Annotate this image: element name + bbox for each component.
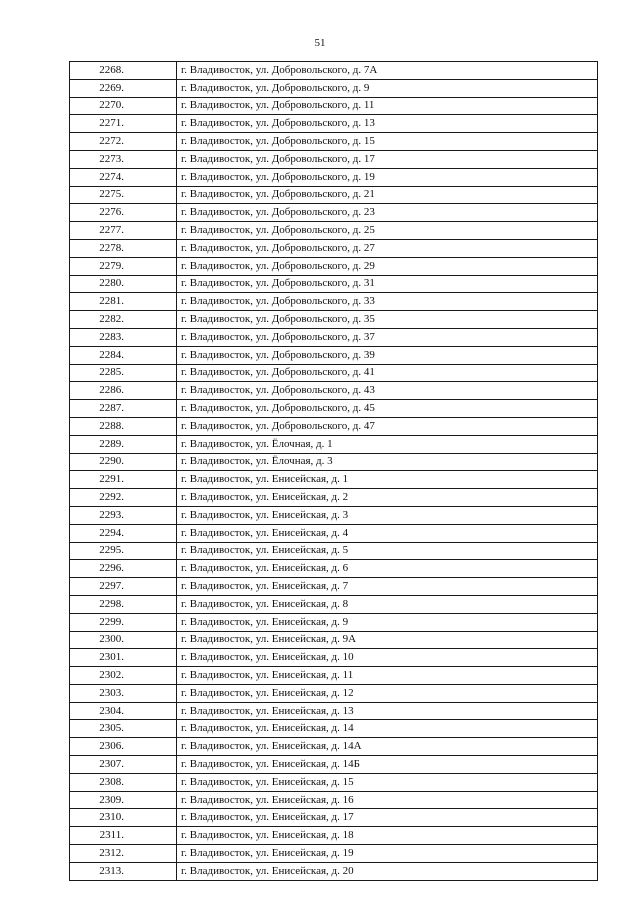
row-number: 2285. [70, 364, 177, 382]
row-address: г. Владивосток, ул. Енисейская, д. 14Б [177, 756, 598, 774]
row-number: 2289. [70, 435, 177, 453]
row-number: 2276. [70, 204, 177, 222]
row-number: 2274. [70, 168, 177, 186]
table-row [70, 827, 598, 845]
table-row [70, 489, 598, 507]
table-row [70, 400, 598, 418]
table-row [70, 453, 598, 471]
row-address: г. Владивосток, ул. Енисейская, д. 7 [177, 578, 598, 596]
row-number: 2304. [70, 702, 177, 720]
table-row [70, 311, 598, 329]
row-address: г. Владивосток, ул. Добровольского, д. 17 [177, 150, 598, 168]
table-row [70, 560, 598, 578]
row-address: г. Владивосток, ул. Енисейская, д. 11 [177, 667, 598, 685]
table-row [70, 524, 598, 542]
row-number: 2282. [70, 311, 177, 329]
row-number: 2313. [70, 862, 177, 880]
table-row [70, 756, 598, 774]
row-number: 2270. [70, 97, 177, 115]
table-row [70, 845, 598, 863]
table-row [70, 417, 598, 435]
row-number: 2305. [70, 720, 177, 738]
table-row [70, 62, 598, 80]
row-address: г. Владивосток, ул. Добровольского, д. 39 [177, 346, 598, 364]
row-address: г. Владивосток, ул. Енисейская, д. 9 [177, 613, 598, 631]
row-number: 2297. [70, 578, 177, 596]
row-address: г. Владивосток, ул. Добровольского, д. 7А [177, 62, 598, 80]
row-number: 2277. [70, 222, 177, 240]
row-address: г. Владивосток, ул. Енисейская, д. 14А [177, 738, 598, 756]
table-row [70, 738, 598, 756]
row-number: 2288. [70, 417, 177, 435]
row-number: 2280. [70, 275, 177, 293]
row-number: 2291. [70, 471, 177, 489]
row-address: г. Владивосток, ул. Енисейская, д. 1 [177, 471, 598, 489]
row-number: 2273. [70, 150, 177, 168]
table-row [70, 649, 598, 667]
row-number: 2284. [70, 346, 177, 364]
row-address: г. Владивосток, ул. Добровольского, д. 21 [177, 186, 598, 204]
row-address: г. Владивосток, ул. Добровольского, д. 29 [177, 257, 598, 275]
row-address: г. Владивосток, ул. Енисейская, д. 6 [177, 560, 598, 578]
row-address: г. Владивосток, ул. Енисейская, д. 8 [177, 595, 598, 613]
table-row [70, 471, 598, 489]
row-number: 2310. [70, 809, 177, 827]
row-address: г. Владивосток, ул. Енисейская, д. 17 [177, 809, 598, 827]
row-address: г. Владивосток, ул. Добровольского, д. 15 [177, 133, 598, 151]
row-address: г. Владивосток, ул. Енисейская, д. 3 [177, 506, 598, 524]
table-row [70, 204, 598, 222]
row-number: 2290. [70, 453, 177, 471]
table-row [70, 435, 598, 453]
row-number: 2268. [70, 62, 177, 80]
row-address: г. Владивосток, ул. Енисейская, д. 2 [177, 489, 598, 507]
table-row [70, 328, 598, 346]
page-number: 51 [314, 37, 326, 49]
table-row [70, 542, 598, 560]
table-row [70, 79, 598, 97]
table-row [70, 667, 598, 685]
row-number: 2309. [70, 791, 177, 809]
row-address: г. Владивосток, ул. Добровольского, д. 45 [177, 400, 598, 418]
table-row [70, 506, 598, 524]
row-number: 2302. [70, 667, 177, 685]
row-number: 2296. [70, 560, 177, 578]
table-row [70, 809, 598, 827]
table-row [70, 293, 598, 311]
row-number: 2308. [70, 773, 177, 791]
row-address: г. Владивосток, ул. Ёлочная, д. 3 [177, 453, 598, 471]
table-row [70, 791, 598, 809]
table-row [70, 97, 598, 115]
row-number: 2279. [70, 257, 177, 275]
table-row [70, 168, 598, 186]
row-number: 2272. [70, 133, 177, 151]
table-row [70, 862, 598, 880]
row-number: 2292. [70, 489, 177, 507]
table-row [70, 684, 598, 702]
table-row [70, 702, 598, 720]
table-row [70, 382, 598, 400]
row-address: г. Владивосток, ул. Добровольского, д. 13 [177, 115, 598, 133]
row-address: г. Владивосток, ул. Добровольского, д. 35 [177, 311, 598, 329]
table-row [70, 239, 598, 257]
row-address: г. Владивосток, ул. Ёлочная, д. 1 [177, 435, 598, 453]
row-address: г. Владивосток, ул. Добровольского, д. 33 [177, 293, 598, 311]
table-row [70, 275, 598, 293]
row-number: 2287. [70, 400, 177, 418]
table-row [70, 346, 598, 364]
row-number: 2278. [70, 239, 177, 257]
row-number: 2269. [70, 79, 177, 97]
table-row [70, 720, 598, 738]
row-address: г. Владивосток, ул. Добровольского, д. 11 [177, 97, 598, 115]
table-row [70, 364, 598, 382]
row-address: г. Владивосток, ул. Енисейская, д. 18 [177, 827, 598, 845]
row-number: 2299. [70, 613, 177, 631]
row-address: г. Владивосток, ул. Добровольского, д. 43 [177, 382, 598, 400]
row-address: г. Владивосток, ул. Добровольского, д. 23 [177, 204, 598, 222]
row-address: г. Владивосток, ул. Енисейская, д. 20 [177, 862, 598, 880]
row-address: г. Владивосток, ул. Енисейская, д. 5 [177, 542, 598, 560]
row-address: г. Владивосток, ул. Добровольского, д. 27 [177, 239, 598, 257]
row-number: 2312. [70, 845, 177, 863]
address-table [69, 61, 598, 881]
row-number: 2311. [70, 827, 177, 845]
table-row [70, 115, 598, 133]
row-address: г. Владивосток, ул. Добровольского, д. 47 [177, 417, 598, 435]
row-number: 2300. [70, 631, 177, 649]
table-row [70, 631, 598, 649]
row-address: г. Владивосток, ул. Добровольского, д. 41 [177, 364, 598, 382]
row-number: 2306. [70, 738, 177, 756]
row-address: г. Владивосток, ул. Добровольского, д. 31 [177, 275, 598, 293]
table-row [70, 257, 598, 275]
table-row [70, 578, 598, 596]
table-row [70, 222, 598, 240]
row-number: 2283. [70, 328, 177, 346]
table-row [70, 613, 598, 631]
row-number: 2281. [70, 293, 177, 311]
row-address: г. Владивосток, ул. Добровольского, д. 37 [177, 328, 598, 346]
row-number: 2275. [70, 186, 177, 204]
row-address: г. Владивосток, ул. Енисейская, д. 13 [177, 702, 598, 720]
row-address: г. Владивосток, ул. Добровольского, д. 19 [177, 168, 598, 186]
table-row [70, 150, 598, 168]
table-row [70, 773, 598, 791]
row-number: 2294. [70, 524, 177, 542]
table-row [70, 133, 598, 151]
row-address: г. Владивосток, ул. Добровольского, д. 25 [177, 222, 598, 240]
row-number: 2295. [70, 542, 177, 560]
row-address: г. Владивосток, ул. Добровольского, д. 9 [177, 79, 598, 97]
row-address: г. Владивосток, ул. Енисейская, д. 4 [177, 524, 598, 542]
row-address: г. Владивосток, ул. Енисейская, д. 14 [177, 720, 598, 738]
row-number: 2307. [70, 756, 177, 774]
row-number: 2298. [70, 595, 177, 613]
table-row [70, 186, 598, 204]
row-address: г. Владивосток, ул. Енисейская, д. 19 [177, 845, 598, 863]
row-number: 2301. [70, 649, 177, 667]
row-number: 2293. [70, 506, 177, 524]
address-table-body [70, 62, 598, 881]
row-number: 2286. [70, 382, 177, 400]
row-address: г. Владивосток, ул. Енисейская, д. 9А [177, 631, 598, 649]
row-number: 2303. [70, 684, 177, 702]
row-number: 2271. [70, 115, 177, 133]
row-address: г. Владивосток, ул. Енисейская, д. 10 [177, 649, 598, 667]
row-address: г. Владивосток, ул. Енисейская, д. 16 [177, 791, 598, 809]
row-address: г. Владивосток, ул. Енисейская, д. 15 [177, 773, 598, 791]
table-row [70, 595, 598, 613]
row-address: г. Владивосток, ул. Енисейская, д. 12 [177, 684, 598, 702]
